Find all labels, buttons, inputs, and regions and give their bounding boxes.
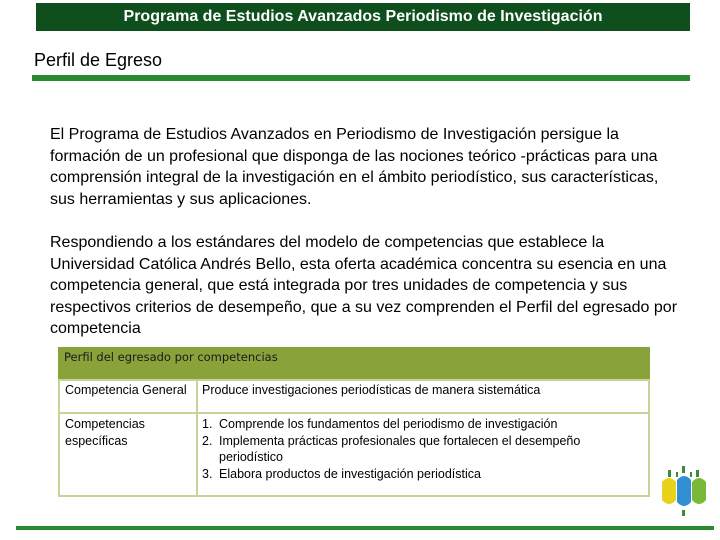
paragraph-competencies: Respondiendo a los estándares del modelo de competencias que establece la Universidad Católica Andrés Bello, esta oferta académica concentra su esencia en una competencia general, que está integrada por tres unidades de competencia y sus respectivos criterios de desempeño, que a su vez comprenden el Perfil del egresado por competencia (50, 234, 678, 337)
competency-table (58, 379, 650, 497)
ucab-logo-icon (660, 466, 710, 516)
list-item (202, 416, 642, 433)
list-item-number: 2. (202, 433, 213, 448)
list-item-number: 3. (202, 466, 213, 481)
page-title: Perfil de Egreso (34, 50, 163, 70)
row-label-general: Competencia General (65, 383, 187, 397)
list-item-text: Implementa prácticas profesionales que fortalecen el desempeño periodístico (219, 433, 581, 464)
list-item (202, 466, 642, 483)
list-item-text: Comprende los fundamentos del periodismo de investigación (219, 417, 558, 431)
list-item (202, 433, 642, 466)
specific-competency-list (202, 416, 642, 482)
row-divider (60, 412, 648, 414)
list-item-text: Elabora productos de investigación periodística (219, 466, 481, 481)
row-text-general: Produce investigaciones periodísticas de manera sistemática (202, 383, 541, 397)
header-bar (36, 3, 690, 31)
row-label-specific: Competencias específicas (65, 417, 145, 448)
footer-divider (16, 526, 714, 530)
column-divider (196, 381, 198, 495)
paragraph-intro: El Programa de Estudios Avanzados en Periodismo de Investigación persigue la formación de un profesional que disponga de las nociones teórico -prácticas para una comprensión integral de la investigación en el ámbito periodístico, sus características, sus herramientas y sus aplicaciones. (50, 126, 659, 208)
title-divider (32, 75, 690, 81)
list-item-number: 1. (202, 417, 213, 431)
header-title: Programa de Estudios Avanzados Periodismo de Investigación (123, 8, 603, 25)
table-header: Perfil del egresado por competencias (58, 347, 650, 379)
